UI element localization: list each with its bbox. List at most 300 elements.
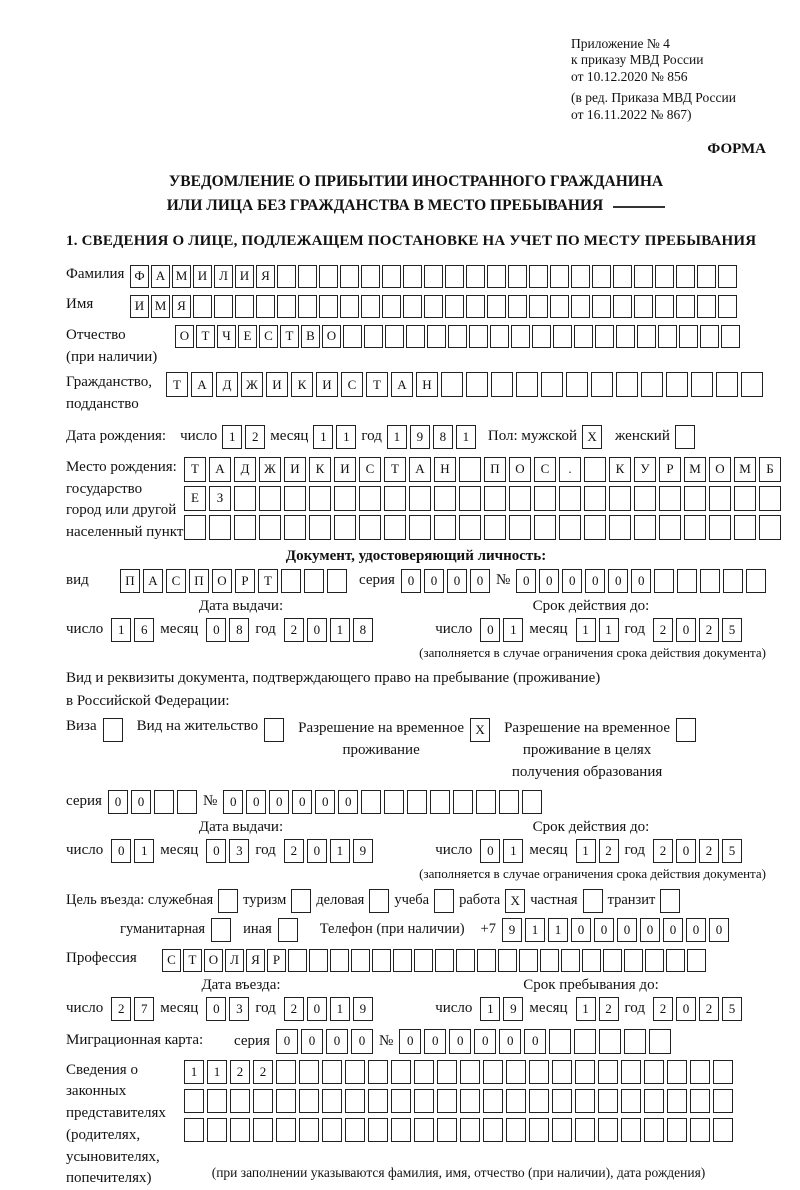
- char-cell[interactable]: О: [709, 457, 731, 482]
- char-cell[interactable]: [734, 515, 756, 540]
- char-cell[interactable]: [209, 515, 231, 540]
- char-cell[interactable]: 1: [134, 839, 154, 863]
- char-cell[interactable]: [666, 372, 688, 397]
- char-cell[interactable]: [256, 295, 275, 318]
- char-cell[interactable]: [659, 486, 681, 511]
- char-cell[interactable]: Н: [416, 372, 438, 397]
- char-cell[interactable]: [284, 486, 306, 511]
- char-cell[interactable]: [434, 889, 454, 913]
- char-cell[interactable]: [550, 295, 569, 318]
- char-cell[interactable]: [334, 515, 356, 540]
- char-cell[interactable]: [591, 372, 613, 397]
- char-cell[interactable]: 1: [330, 618, 350, 642]
- char-cell[interactable]: [718, 265, 737, 288]
- citizenship-input[interactable]: [166, 372, 763, 397]
- char-cell[interactable]: 0: [223, 790, 243, 814]
- char-cell[interactable]: [684, 515, 706, 540]
- residence-issue-year-input[interactable]: [284, 839, 373, 863]
- char-cell[interactable]: [675, 425, 695, 449]
- char-cell[interactable]: 7: [134, 997, 154, 1021]
- doc-series-input[interactable]: [401, 569, 490, 593]
- char-cell[interactable]: [476, 790, 496, 814]
- char-cell[interactable]: 0: [676, 839, 696, 863]
- char-cell[interactable]: [437, 1118, 457, 1142]
- char-cell[interactable]: [634, 486, 656, 511]
- char-cell[interactable]: 2: [253, 1060, 273, 1084]
- purpose-work-checkbox[interactable]: [505, 889, 525, 913]
- char-cell[interactable]: М: [734, 457, 756, 482]
- char-cell[interactable]: [278, 918, 298, 942]
- identity-issue-month-input[interactable]: [206, 618, 249, 642]
- sex-male-checkbox[interactable]: [582, 425, 602, 449]
- char-cell[interactable]: П: [484, 457, 506, 482]
- char-cell[interactable]: [709, 515, 731, 540]
- entry-day-input[interactable]: [111, 997, 154, 1021]
- char-cell[interactable]: [445, 265, 464, 288]
- char-cell[interactable]: [644, 1060, 664, 1084]
- char-cell[interactable]: О: [509, 457, 531, 482]
- char-cell[interactable]: [655, 265, 674, 288]
- char-cell[interactable]: Ч: [217, 325, 236, 348]
- char-cell[interactable]: 0: [539, 569, 559, 593]
- char-cell[interactable]: Т: [184, 457, 206, 482]
- char-cell[interactable]: [621, 1089, 641, 1113]
- char-cell[interactable]: [477, 949, 496, 972]
- char-cell[interactable]: [299, 1060, 319, 1084]
- char-cell[interactable]: А: [391, 372, 413, 397]
- char-cell[interactable]: [667, 1060, 687, 1084]
- char-cell[interactable]: [385, 325, 404, 348]
- entry-month-input[interactable]: [206, 997, 249, 1021]
- char-cell[interactable]: И: [284, 457, 306, 482]
- stay-month-input[interactable]: [576, 997, 619, 1021]
- char-cell[interactable]: [677, 569, 697, 593]
- birth-month-input[interactable]: [313, 425, 356, 449]
- char-cell[interactable]: 0: [307, 997, 327, 1021]
- char-cell[interactable]: 2: [653, 997, 673, 1021]
- char-cell[interactable]: 2: [284, 618, 304, 642]
- char-cell[interactable]: [369, 889, 389, 913]
- char-cell[interactable]: [484, 486, 506, 511]
- char-cell[interactable]: [487, 295, 506, 318]
- char-cell[interactable]: П: [120, 569, 140, 593]
- char-cell[interactable]: 0: [470, 569, 490, 593]
- char-cell[interactable]: Т: [366, 372, 388, 397]
- char-cell[interactable]: [700, 325, 719, 348]
- char-cell[interactable]: [214, 295, 233, 318]
- char-cell[interactable]: [621, 1060, 641, 1084]
- char-cell[interactable]: [529, 1118, 549, 1142]
- char-cell[interactable]: [322, 1060, 342, 1084]
- char-cell[interactable]: [700, 569, 720, 593]
- char-cell[interactable]: [529, 265, 548, 288]
- char-cell[interactable]: И: [316, 372, 338, 397]
- char-cell[interactable]: Е: [184, 486, 206, 511]
- visa-checkbox[interactable]: [103, 718, 123, 742]
- char-cell[interactable]: 2: [699, 839, 719, 863]
- char-cell[interactable]: 0: [401, 569, 421, 593]
- char-cell[interactable]: [298, 265, 317, 288]
- char-cell[interactable]: [484, 515, 506, 540]
- char-cell[interactable]: [391, 1060, 411, 1084]
- char-cell[interactable]: [718, 295, 737, 318]
- char-cell[interactable]: [676, 295, 695, 318]
- profession-input[interactable]: [162, 949, 706, 972]
- char-cell[interactable]: [364, 325, 383, 348]
- char-cell[interactable]: [552, 1118, 572, 1142]
- char-cell[interactable]: [641, 372, 663, 397]
- char-cell[interactable]: [506, 1060, 526, 1084]
- phone-input[interactable]: [502, 918, 729, 942]
- char-cell[interactable]: [574, 1029, 596, 1054]
- char-cell[interactable]: Д: [234, 457, 256, 482]
- char-cell[interactable]: [550, 265, 569, 288]
- char-cell[interactable]: [230, 1089, 250, 1113]
- doc-kind-input[interactable]: [120, 569, 347, 593]
- sex-female-checkbox[interactable]: [675, 425, 695, 449]
- char-cell[interactable]: [211, 918, 231, 942]
- char-cell[interactable]: 1: [503, 839, 523, 863]
- char-cell[interactable]: [716, 372, 738, 397]
- char-cell[interactable]: [621, 1118, 641, 1142]
- char-cell[interactable]: 9: [410, 425, 430, 449]
- char-cell[interactable]: [393, 949, 412, 972]
- char-cell[interactable]: О: [322, 325, 341, 348]
- purpose-business-checkbox[interactable]: [369, 889, 389, 913]
- purpose-tourism-checkbox[interactable]: [291, 889, 311, 913]
- char-cell[interactable]: 0: [424, 569, 444, 593]
- char-cell[interactable]: [624, 949, 643, 972]
- char-cell[interactable]: [498, 949, 517, 972]
- char-cell[interactable]: [609, 515, 631, 540]
- char-cell[interactable]: 2: [284, 997, 304, 1021]
- char-cell[interactable]: 1: [576, 997, 596, 1021]
- char-cell[interactable]: [552, 1089, 572, 1113]
- char-cell[interactable]: Т: [166, 372, 188, 397]
- char-cell[interactable]: [276, 1060, 296, 1084]
- char-cell[interactable]: [571, 295, 590, 318]
- char-cell[interactable]: [529, 295, 548, 318]
- char-cell[interactable]: 0: [640, 918, 660, 942]
- char-cell[interactable]: [583, 889, 603, 913]
- char-cell[interactable]: 0: [676, 618, 696, 642]
- char-cell[interactable]: [746, 569, 766, 593]
- char-cell[interactable]: Ж: [259, 457, 281, 482]
- char-cell[interactable]: [697, 295, 716, 318]
- migration-number-input[interactable]: [399, 1029, 671, 1054]
- char-cell[interactable]: [637, 325, 656, 348]
- char-cell[interactable]: [368, 1060, 388, 1084]
- char-cell[interactable]: 1: [222, 425, 242, 449]
- char-cell[interactable]: [382, 265, 401, 288]
- char-cell[interactable]: 2: [599, 997, 619, 1021]
- char-cell[interactable]: Ж: [241, 372, 263, 397]
- char-cell[interactable]: [184, 1118, 204, 1142]
- char-cell[interactable]: [414, 1118, 434, 1142]
- char-cell[interactable]: [559, 486, 581, 511]
- stay-day-input[interactable]: [480, 997, 523, 1021]
- char-cell[interactable]: [403, 265, 422, 288]
- char-cell[interactable]: [584, 515, 606, 540]
- char-cell[interactable]: [391, 1089, 411, 1113]
- char-cell[interactable]: [277, 265, 296, 288]
- char-cell[interactable]: [414, 1089, 434, 1113]
- char-cell[interactable]: [566, 372, 588, 397]
- char-cell[interactable]: [424, 295, 443, 318]
- char-cell[interactable]: [613, 295, 632, 318]
- char-cell[interactable]: [634, 295, 653, 318]
- char-cell[interactable]: [177, 790, 197, 814]
- purpose-private-checkbox[interactable]: [583, 889, 603, 913]
- char-cell[interactable]: 0: [351, 1029, 373, 1054]
- char-cell[interactable]: [613, 265, 632, 288]
- char-cell[interactable]: X: [470, 718, 490, 742]
- residence-number-input[interactable]: [223, 790, 542, 814]
- char-cell[interactable]: [667, 1118, 687, 1142]
- char-cell[interactable]: [218, 889, 238, 913]
- char-cell[interactable]: [437, 1089, 457, 1113]
- residence-issue-day-input[interactable]: [111, 839, 154, 863]
- char-cell[interactable]: [553, 325, 572, 348]
- char-cell[interactable]: [345, 1060, 365, 1084]
- char-cell[interactable]: [384, 790, 404, 814]
- char-cell[interactable]: Я: [246, 949, 265, 972]
- residence-issue-month-input[interactable]: [206, 839, 249, 863]
- char-cell[interactable]: [466, 265, 485, 288]
- char-cell[interactable]: 1: [548, 918, 568, 942]
- purpose-other-checkbox[interactable]: [278, 918, 298, 942]
- char-cell[interactable]: [522, 790, 542, 814]
- char-cell[interactable]: [184, 1089, 204, 1113]
- char-cell[interactable]: [634, 265, 653, 288]
- char-cell[interactable]: С: [534, 457, 556, 482]
- char-cell[interactable]: [713, 1060, 733, 1084]
- char-cell[interactable]: [281, 569, 301, 593]
- char-cell[interactable]: 0: [499, 1029, 521, 1054]
- char-cell[interactable]: У: [634, 457, 656, 482]
- char-cell[interactable]: 6: [134, 618, 154, 642]
- char-cell[interactable]: И: [235, 265, 254, 288]
- char-cell[interactable]: [253, 1118, 273, 1142]
- char-cell[interactable]: [299, 1089, 319, 1113]
- char-cell[interactable]: [644, 1118, 664, 1142]
- char-cell[interactable]: [667, 1089, 687, 1113]
- char-cell[interactable]: [759, 515, 781, 540]
- char-cell[interactable]: 0: [524, 1029, 546, 1054]
- char-cell[interactable]: 8: [433, 425, 453, 449]
- char-cell[interactable]: И: [130, 295, 149, 318]
- char-cell[interactable]: [448, 325, 467, 348]
- char-cell[interactable]: 5: [722, 839, 742, 863]
- char-cell[interactable]: [276, 1089, 296, 1113]
- char-cell[interactable]: [645, 949, 664, 972]
- char-cell[interactable]: 1: [456, 425, 476, 449]
- char-cell[interactable]: [734, 486, 756, 511]
- char-cell[interactable]: 2: [245, 425, 265, 449]
- char-cell[interactable]: [345, 1089, 365, 1113]
- char-cell[interactable]: 0: [594, 918, 614, 942]
- char-cell[interactable]: [491, 372, 513, 397]
- char-cell[interactable]: 0: [292, 790, 312, 814]
- char-cell[interactable]: 0: [307, 839, 327, 863]
- char-cell[interactable]: [372, 949, 391, 972]
- char-cell[interactable]: 0: [447, 569, 467, 593]
- char-cell[interactable]: [659, 515, 681, 540]
- char-cell[interactable]: [666, 949, 685, 972]
- char-cell[interactable]: 8: [229, 618, 249, 642]
- residence-series-input[interactable]: [108, 790, 197, 814]
- residence-valid-month-input[interactable]: [576, 839, 619, 863]
- char-cell[interactable]: [409, 486, 431, 511]
- char-cell[interactable]: 1: [387, 425, 407, 449]
- char-cell[interactable]: [549, 1029, 571, 1054]
- char-cell[interactable]: 2: [699, 997, 719, 1021]
- char-cell[interactable]: [319, 295, 338, 318]
- char-cell[interactable]: [351, 949, 370, 972]
- char-cell[interactable]: 2: [653, 839, 673, 863]
- char-cell[interactable]: 0: [474, 1029, 496, 1054]
- purpose-transit-checkbox[interactable]: [660, 889, 680, 913]
- temp-permit-checkbox[interactable]: [470, 718, 490, 742]
- char-cell[interactable]: 0: [206, 997, 226, 1021]
- char-cell[interactable]: [334, 486, 356, 511]
- char-cell[interactable]: М: [151, 295, 170, 318]
- char-cell[interactable]: Н: [434, 457, 456, 482]
- char-cell[interactable]: [259, 486, 281, 511]
- char-cell[interactable]: [624, 1029, 646, 1054]
- char-cell[interactable]: [319, 265, 338, 288]
- edu-permit-checkbox[interactable]: [676, 718, 696, 742]
- char-cell[interactable]: [298, 295, 317, 318]
- char-cell[interactable]: 0: [562, 569, 582, 593]
- char-cell[interactable]: [291, 889, 311, 913]
- char-cell[interactable]: Т: [196, 325, 215, 348]
- char-cell[interactable]: [644, 1089, 664, 1113]
- char-cell[interactable]: Е: [238, 325, 257, 348]
- char-cell[interactable]: 0: [307, 618, 327, 642]
- char-cell[interactable]: Р: [235, 569, 255, 593]
- char-cell[interactable]: 0: [709, 918, 729, 942]
- char-cell[interactable]: [584, 486, 606, 511]
- char-cell[interactable]: 3: [229, 839, 249, 863]
- surname-input[interactable]: [130, 265, 737, 288]
- char-cell[interactable]: [103, 718, 123, 742]
- char-cell[interactable]: [259, 515, 281, 540]
- char-cell[interactable]: Л: [225, 949, 244, 972]
- representatives-row3-input[interactable]: [184, 1118, 733, 1142]
- char-cell[interactable]: [655, 295, 674, 318]
- char-cell[interactable]: З: [209, 486, 231, 511]
- char-cell[interactable]: [616, 372, 638, 397]
- char-cell[interactable]: 2: [599, 839, 619, 863]
- char-cell[interactable]: 0: [131, 790, 151, 814]
- char-cell[interactable]: [406, 325, 425, 348]
- char-cell[interactable]: 0: [206, 618, 226, 642]
- char-cell[interactable]: [299, 1118, 319, 1142]
- char-cell[interactable]: [403, 295, 422, 318]
- char-cell[interactable]: 1: [503, 618, 523, 642]
- char-cell[interactable]: 0: [269, 790, 289, 814]
- char-cell[interactable]: 1: [576, 839, 596, 863]
- char-cell[interactable]: [234, 515, 256, 540]
- char-cell[interactable]: Ф: [130, 265, 149, 288]
- char-cell[interactable]: [616, 325, 635, 348]
- char-cell[interactable]: [459, 457, 481, 482]
- stay-year-input[interactable]: [653, 997, 742, 1021]
- char-cell[interactable]: [603, 949, 622, 972]
- char-cell[interactable]: 8: [353, 618, 373, 642]
- char-cell[interactable]: [235, 295, 254, 318]
- char-cell[interactable]: 0: [301, 1029, 323, 1054]
- char-cell[interactable]: [459, 486, 481, 511]
- char-cell[interactable]: [516, 372, 538, 397]
- char-cell[interactable]: [154, 790, 174, 814]
- char-cell[interactable]: 0: [608, 569, 628, 593]
- char-cell[interactable]: [384, 486, 406, 511]
- char-cell[interactable]: [284, 515, 306, 540]
- char-cell[interactable]: [483, 1089, 503, 1113]
- char-cell[interactable]: 0: [571, 918, 591, 942]
- char-cell[interactable]: [534, 486, 556, 511]
- patronymic-input[interactable]: [175, 325, 740, 348]
- char-cell[interactable]: [713, 1089, 733, 1113]
- char-cell[interactable]: 1: [576, 618, 596, 642]
- char-cell[interactable]: [184, 515, 206, 540]
- char-cell[interactable]: 3: [229, 997, 249, 1021]
- char-cell[interactable]: X: [505, 889, 525, 913]
- char-cell[interactable]: [359, 515, 381, 540]
- char-cell[interactable]: [409, 515, 431, 540]
- char-cell[interactable]: К: [291, 372, 313, 397]
- char-cell[interactable]: [460, 1118, 480, 1142]
- char-cell[interactable]: [595, 325, 614, 348]
- char-cell[interactable]: [322, 1118, 342, 1142]
- char-cell[interactable]: 5: [722, 618, 742, 642]
- char-cell[interactable]: 0: [108, 790, 128, 814]
- char-cell[interactable]: 0: [617, 918, 637, 942]
- char-cell[interactable]: [345, 1118, 365, 1142]
- char-cell[interactable]: 1: [330, 839, 350, 863]
- char-cell[interactable]: [424, 265, 443, 288]
- char-cell[interactable]: [264, 718, 284, 742]
- char-cell[interactable]: [340, 265, 359, 288]
- char-cell[interactable]: [676, 718, 696, 742]
- char-cell[interactable]: Т: [183, 949, 202, 972]
- char-cell[interactable]: 2: [284, 839, 304, 863]
- char-cell[interactable]: 0: [246, 790, 266, 814]
- char-cell[interactable]: [559, 515, 581, 540]
- char-cell[interactable]: 9: [353, 997, 373, 1021]
- char-cell[interactable]: Р: [659, 457, 681, 482]
- char-cell[interactable]: [469, 325, 488, 348]
- char-cell[interactable]: [687, 949, 706, 972]
- char-cell[interactable]: 0: [399, 1029, 421, 1054]
- char-cell[interactable]: [508, 265, 527, 288]
- char-cell[interactable]: [660, 889, 680, 913]
- char-cell[interactable]: О: [175, 325, 194, 348]
- char-cell[interactable]: [598, 1118, 618, 1142]
- char-cell[interactable]: 9: [502, 918, 522, 942]
- char-cell[interactable]: 1: [525, 918, 545, 942]
- char-cell[interactable]: [599, 1029, 621, 1054]
- char-cell[interactable]: 1: [207, 1060, 227, 1084]
- char-cell[interactable]: А: [209, 457, 231, 482]
- char-cell[interactable]: [330, 949, 349, 972]
- char-cell[interactable]: [340, 295, 359, 318]
- char-cell[interactable]: [541, 372, 563, 397]
- char-cell[interactable]: 1: [313, 425, 333, 449]
- char-cell[interactable]: Т: [280, 325, 299, 348]
